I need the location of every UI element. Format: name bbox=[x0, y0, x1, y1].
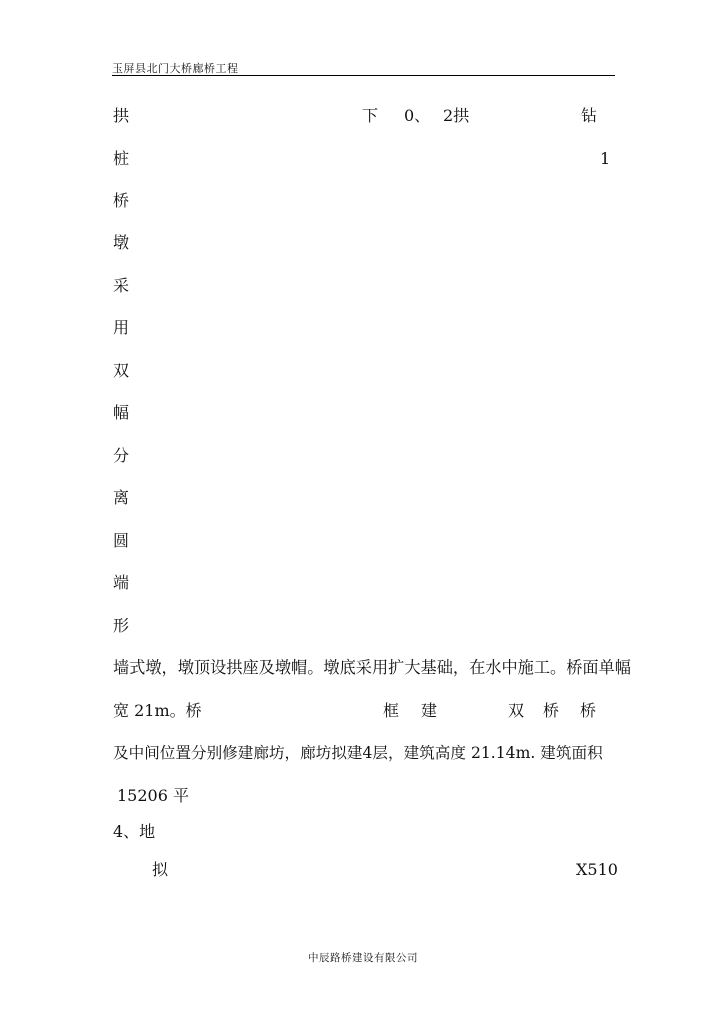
vertical-char: 分 bbox=[113, 446, 130, 465]
page-footer: 中辰路桥建设有限公司 bbox=[308, 952, 418, 964]
line-b-part-2: 框 bbox=[383, 701, 400, 720]
line-b-part-1: 宽 21m。桥 bbox=[113, 701, 202, 720]
vertical-char: 墩 bbox=[113, 233, 130, 252]
vertical-char: 用 bbox=[113, 318, 130, 337]
line-f-part-1: 拟 bbox=[152, 860, 169, 879]
vertical-char: 幅 bbox=[113, 403, 130, 422]
paragraph-line-4: 15206 平 bbox=[117, 786, 189, 805]
row1-char-3: 0、 bbox=[404, 106, 431, 125]
vertical-char: 形 bbox=[113, 616, 130, 635]
header-divider bbox=[112, 75, 615, 76]
vertical-char: 采 bbox=[113, 276, 130, 295]
vertical-char: 端 bbox=[113, 573, 130, 592]
line-b-part-3: 建 bbox=[421, 701, 438, 720]
line-b-part-4: 双 bbox=[508, 701, 525, 720]
vertical-char: 桥 bbox=[113, 191, 130, 210]
section-heading-4: 4、地 bbox=[113, 822, 156, 841]
row2-char-2: 1 bbox=[600, 149, 611, 168]
line-b-part-5: 桥 bbox=[543, 701, 560, 720]
row1-char-4: 2拱 bbox=[443, 106, 470, 125]
vertical-char: 离 bbox=[113, 488, 130, 507]
paragraph-line-1: 墙式墩，墩顶设拱座及墩帽。墩底采用扩大基础，在水中施工。桥面单幅 bbox=[113, 658, 631, 677]
line-b-part-6: 桥 bbox=[580, 701, 597, 720]
paragraph-line-3: 及中间位置分别修建廊坊，廊坊拟建4层，建筑高度 21.14m. 建筑面积 bbox=[113, 744, 603, 762]
vertical-char: 圆 bbox=[113, 531, 130, 550]
row1-char-1: 拱 bbox=[113, 106, 130, 125]
row1-char-5: 钻 bbox=[581, 106, 598, 125]
vertical-char: 双 bbox=[113, 361, 130, 380]
row1-char-2: 下 bbox=[362, 106, 379, 125]
page-header: 玉屏县北门大桥廊桥工程 bbox=[112, 62, 239, 75]
row2-char-1: 桩 bbox=[113, 149, 130, 168]
line-f-part-2: X510 bbox=[576, 860, 618, 879]
